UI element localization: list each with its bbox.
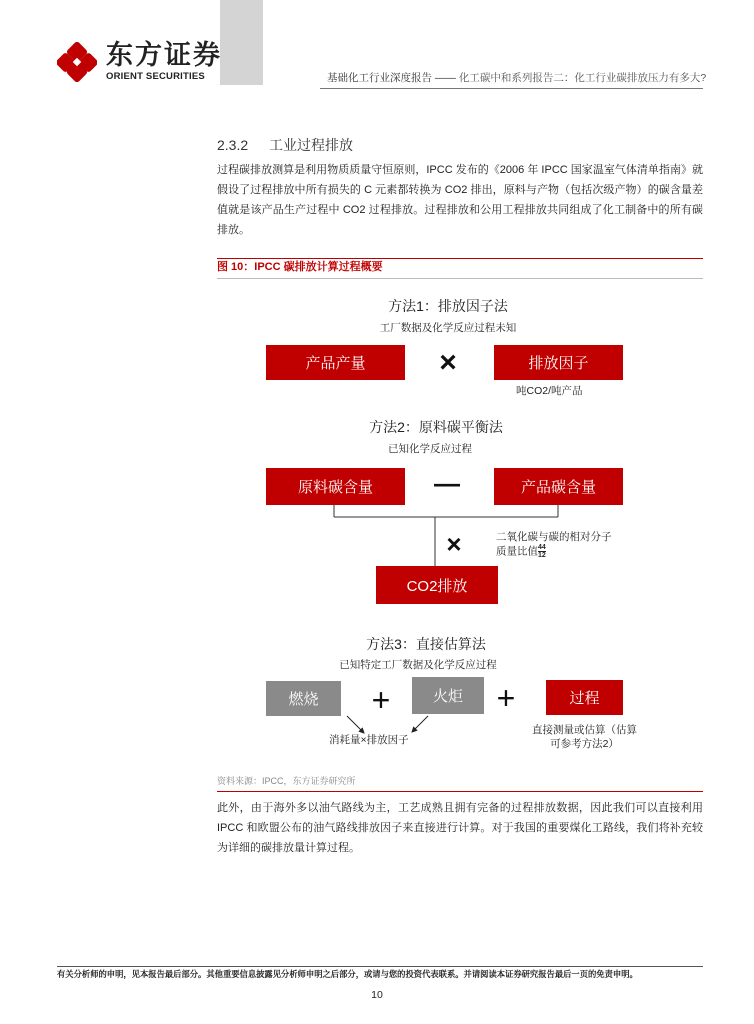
feedstock-carbon-box: 原料碳含量 [266, 468, 405, 505]
figure-title: 图 10：IPCC 碳排放计算过程概要 [217, 261, 383, 273]
section-paragraph-1: 过程碳排放测算是利用物质质量守恒原则，IPCC 发布的《2006 年 IPCC 国家温室气体清单指南》就假设了过程排放中所有损失的 C 元素都转换为 CO2 排出，原料与产物（包括次级产物）的碳含量差值就是该产品生产过程中 CO2 过程排放。过程排放和公用工程排放共同组成了化工制备中的所有碳排放。 [217, 164, 703, 236]
molecular-ratio-note [496, 530, 612, 559]
molecular-ratio-line2: 质量比值 $\frac{44}{12}$ [496, 544, 546, 559]
molecular-ratio-line1: 二氧化碳与碳的相对分子 [496, 531, 612, 543]
emission-factor-unit: 吨CO2/吨产品 [516, 385, 583, 397]
flare-box: 火炬 [412, 677, 484, 714]
figure-bottom-rule [217, 791, 703, 792]
logo-chinese-name: 东方证券 [106, 40, 222, 70]
multiply-operator-2: × [446, 529, 462, 559]
co2-emission-box: CO2排放 [376, 566, 498, 604]
method2-note: 已知化学反应过程 [388, 443, 472, 455]
report-dash: —— [432, 72, 459, 84]
direct-measure-line2: 可参考方法2） [550, 738, 619, 750]
footer-disclaimer: 有关分析师的申明，见本报告最后部分。其他重要信息披露见分析师申明之后部分，或请与您的投资代表联系。并请阅读本证券研究报告最后一页的免责申明。 [57, 969, 638, 979]
footer-divider [57, 966, 703, 967]
report-header [327, 73, 706, 84]
logo-english-name: ORIENT SECURITIES [106, 71, 205, 82]
plus-operator-1: + [371, 682, 391, 718]
method2-title: 方法2：原料碳平衡法 [369, 419, 503, 435]
section-number: 2.3.2 [217, 137, 249, 153]
direct-measure-line1: 直接测量或估算（估算 [532, 724, 637, 736]
direct-measure-note [532, 723, 637, 751]
section-paragraph-2: 此外，由于海外多以油气路线为主，工艺成熟且拥有完备的过程排放数据，因此我们可以直接利用 IPCC 和欧盟公布的油气路线排放因子来直接进行计算。对于我国的重要煤化工路线，我们将补充较为详细的碳排放量计算过程。 [217, 802, 703, 854]
report-main-title: 基础化工行业深度报告 [327, 72, 432, 84]
method1-note: 工厂数据及化学反应过程未知 [379, 322, 517, 334]
process-box: 过程 [546, 680, 623, 715]
page-number: 10 [371, 989, 383, 1001]
ratio-fraction: $\frac{44}{12}$ [538, 544, 546, 559]
report-subtitle: 化工碳中和系列报告二：化工行业碳排放压力有多大? [458, 72, 707, 84]
header-divider [320, 88, 703, 89]
figure-source: 资料来源：IPCC，东方证券研究所 [217, 776, 356, 786]
header-gray-bar [220, 0, 263, 85]
product-output-box: 产品产量 [266, 345, 405, 380]
product-carbon-box: 产品碳含量 [494, 468, 623, 505]
section-title: 工业过程排放 [269, 137, 353, 153]
combustion-box: 燃烧 [266, 681, 341, 716]
minus-operator: — [434, 468, 460, 498]
emission-factor-box: 排放因子 [494, 345, 623, 380]
method3-note: 已知特定工厂数据及化学反应过程 [339, 659, 497, 671]
figure-title-rule [217, 278, 703, 279]
method1-title: 方法1：排放因子法 [388, 298, 508, 314]
multiply-operator: × [439, 346, 457, 379]
figure-top-rule [217, 258, 703, 259]
method3-title: 方法3：直接估算法 [366, 636, 486, 652]
plus-operator-2: + [496, 680, 516, 716]
orient-logo-icon [57, 42, 97, 82]
section-heading [217, 138, 353, 152]
consumption-note: 消耗量×排放因子 [329, 734, 409, 746]
